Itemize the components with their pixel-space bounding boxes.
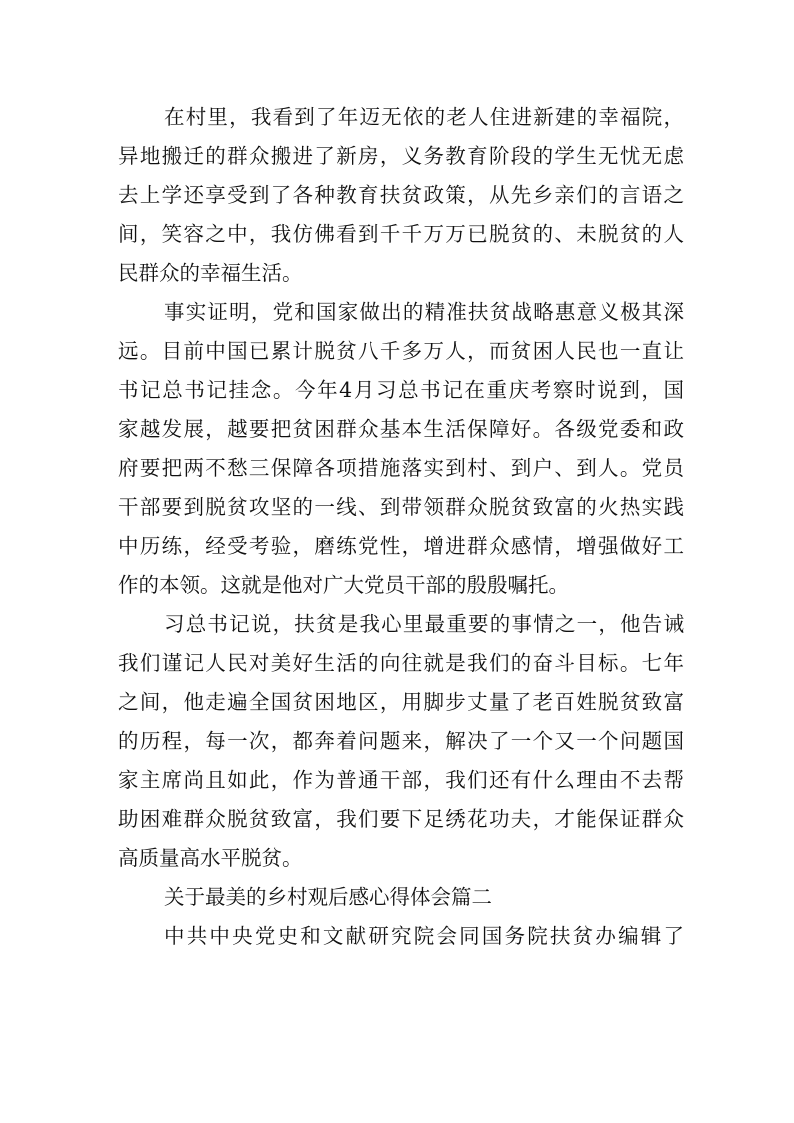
text-line: 远。目前中国已累计脱贫八千多万人，而贫困人民也一直让 xyxy=(118,339,684,363)
text-line: 干部要到脱贫攻坚的一线、到带领群众脱贫致富的火热实践 xyxy=(118,495,684,519)
paragraph xyxy=(118,605,684,878)
text-line: 家主席尚且如此，作为普通干部，我们还有什么理由不去帮 xyxy=(118,768,684,792)
section-heading xyxy=(118,878,684,917)
text-line: 作的本领。这就是他对广大党员干部的殷殷嘱托。 xyxy=(118,573,569,597)
text-line: 助困难群众脱贫致富，我们要下足绣花功夫，才能保证群众 xyxy=(118,807,684,831)
text-line: 高质量高水平脱贫。 xyxy=(118,846,303,870)
text-line: 习总书记说，扶贫是我心里最重要的事情之一，他告诫 xyxy=(164,612,684,636)
text-line: 我们谨记人民对美好生活的向往就是我们的奋斗目标。七年 xyxy=(118,651,684,675)
paragraph xyxy=(118,98,684,293)
paragraph xyxy=(118,293,684,605)
document-body xyxy=(118,98,684,956)
text-line: 中历练，经受考验，磨练党性，增进群众感情，增强做好工 xyxy=(118,534,684,558)
text-line: 府要把两不愁三保障各项措施落实到村、到户、到人。党员 xyxy=(118,456,684,480)
text-line: 之间，他走遍全国贫困地区，用脚步丈量了老百姓脱贫致富 xyxy=(118,690,684,714)
text-line: 异地搬迁的群众搬进了新房，义务教育阶段的学生无忧无虑 xyxy=(118,144,684,168)
text-line: 家越发展，越要把贫困群众基本生活保障好。各级党委和政 xyxy=(118,417,684,441)
text-line: 去上学还享受到了各种教育扶贫政策，从先乡亲们的言语之 xyxy=(118,183,684,207)
text-line: 的历程，每一次，都奔着问题来，解决了一个又一个问题国 xyxy=(118,729,684,753)
text-line: 书记总书记挂念。今年4月习总书记在重庆考察时说到，国 xyxy=(118,378,684,402)
text-line: 在村里，我看到了年迈无依的老人住进新建的幸福院， xyxy=(164,105,684,129)
text-line: 事实证明，党和国家做出的精准扶贫战略惠意义极其深 xyxy=(164,300,684,324)
heading-text: 关于最美的乡村观后感心得体会篇二 xyxy=(164,885,492,909)
text-line: 中共中央党史和文献研究院会同国务院扶贫办编辑了 xyxy=(164,924,684,948)
paragraph xyxy=(118,917,684,956)
text-line: 间，笑容之中，我仿佛看到千千万万已脱贫的、未脱贫的人 xyxy=(118,222,684,246)
text-line: 民群众的幸福生活。 xyxy=(118,261,303,285)
